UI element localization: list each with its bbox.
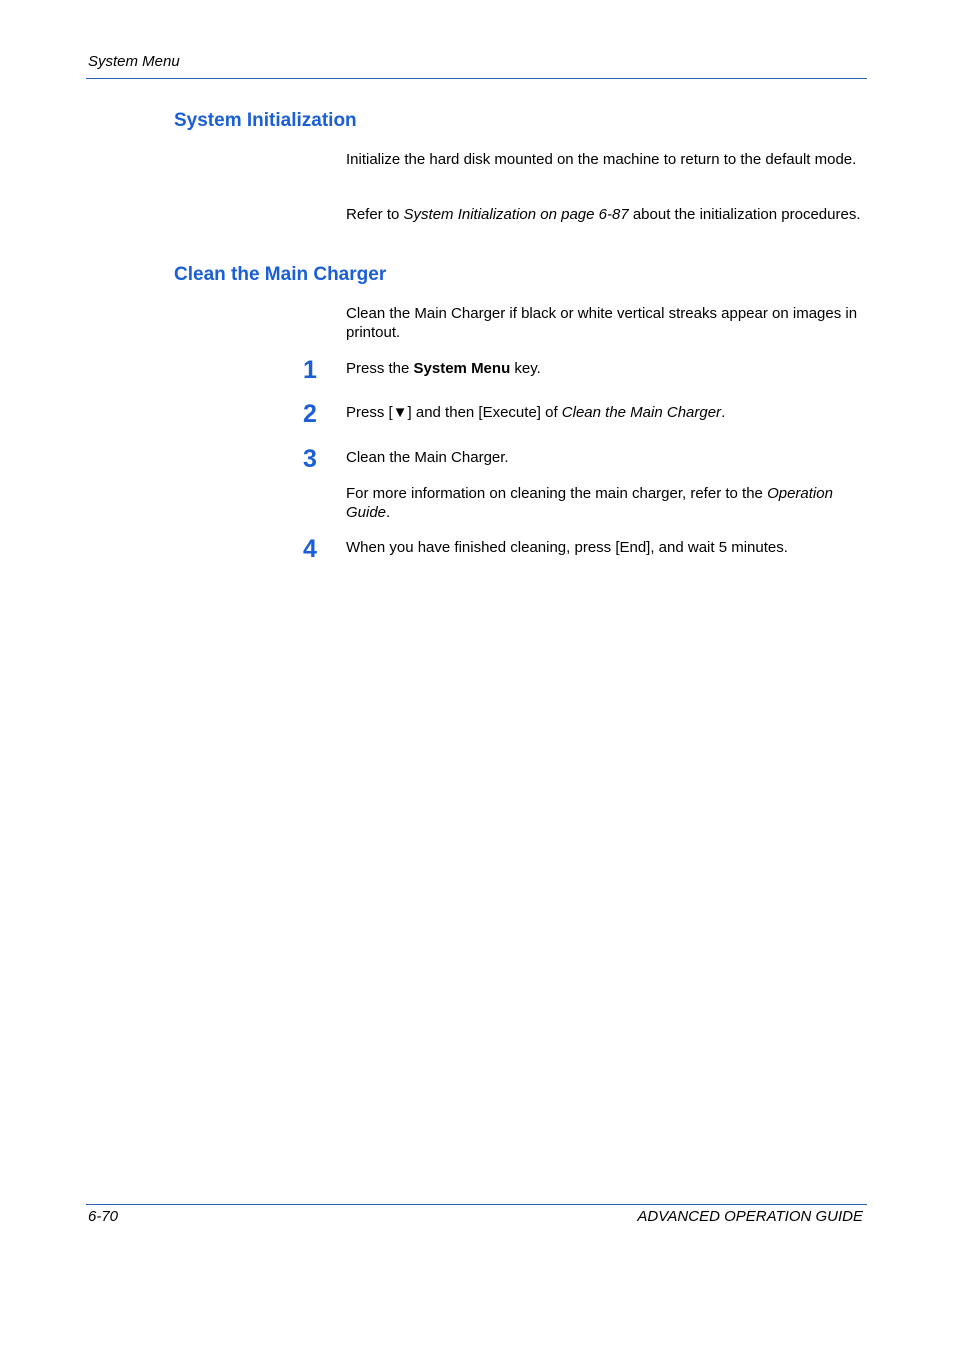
step-2-menu-item: Clean the Main Charger	[561, 404, 722, 421]
section-heading-clean-main-charger: Clean the Main Charger	[174, 264, 387, 285]
reference-prefix: Refer to	[346, 206, 404, 223]
step-2-prefix: Press [▼] and then [Execute] of	[346, 404, 562, 421]
reference-suffix: about the initialization procedures.	[628, 206, 861, 223]
step-number-4: 4	[303, 535, 317, 563]
step-2-suffix: .	[721, 404, 726, 421]
footer-page-number: 6-70	[88, 1208, 119, 1225]
step-number-2: 2	[303, 400, 317, 428]
step-number-3: 3	[303, 445, 317, 473]
step-1-text	[346, 359, 868, 378]
system-initialization-reference	[346, 205, 868, 224]
footer-guide-title: ADVANCED OPERATION GUIDE	[637, 1208, 863, 1225]
step-4-text: When you have finished cleaning, press [End], and wait 5 minutes.	[346, 539, 788, 556]
step-3-text: Clean the Main Charger.	[346, 449, 509, 466]
step-3-note	[346, 484, 868, 522]
step-2-text	[346, 403, 868, 422]
reference-link-text: System Initialization on page 6-87	[403, 206, 629, 223]
step-3-note-prefix: For more information on cleaning the main charger, refer to the	[346, 485, 768, 502]
system-initialization-description: Initialize the hard disk mounted on the machine to return to the default mode.	[346, 151, 857, 168]
step-1-key-name: System Menu	[413, 360, 511, 377]
step-3-note-guide-name: Operation Guide	[346, 485, 833, 521]
step-3-note-suffix: .	[386, 504, 391, 521]
step-number-1: 1	[303, 356, 317, 384]
clean-main-charger-intro: Clean the Main Charger if black or white vertical streaks appear on images in printout.	[346, 305, 858, 341]
header-rule	[86, 78, 867, 79]
step-1-prefix: Press the	[346, 360, 414, 377]
section-heading-system-initialization: System Initialization	[174, 110, 357, 131]
footer-rule	[86, 1204, 867, 1205]
step-1-suffix: key.	[510, 360, 541, 377]
header-title: System Menu	[88, 53, 180, 70]
